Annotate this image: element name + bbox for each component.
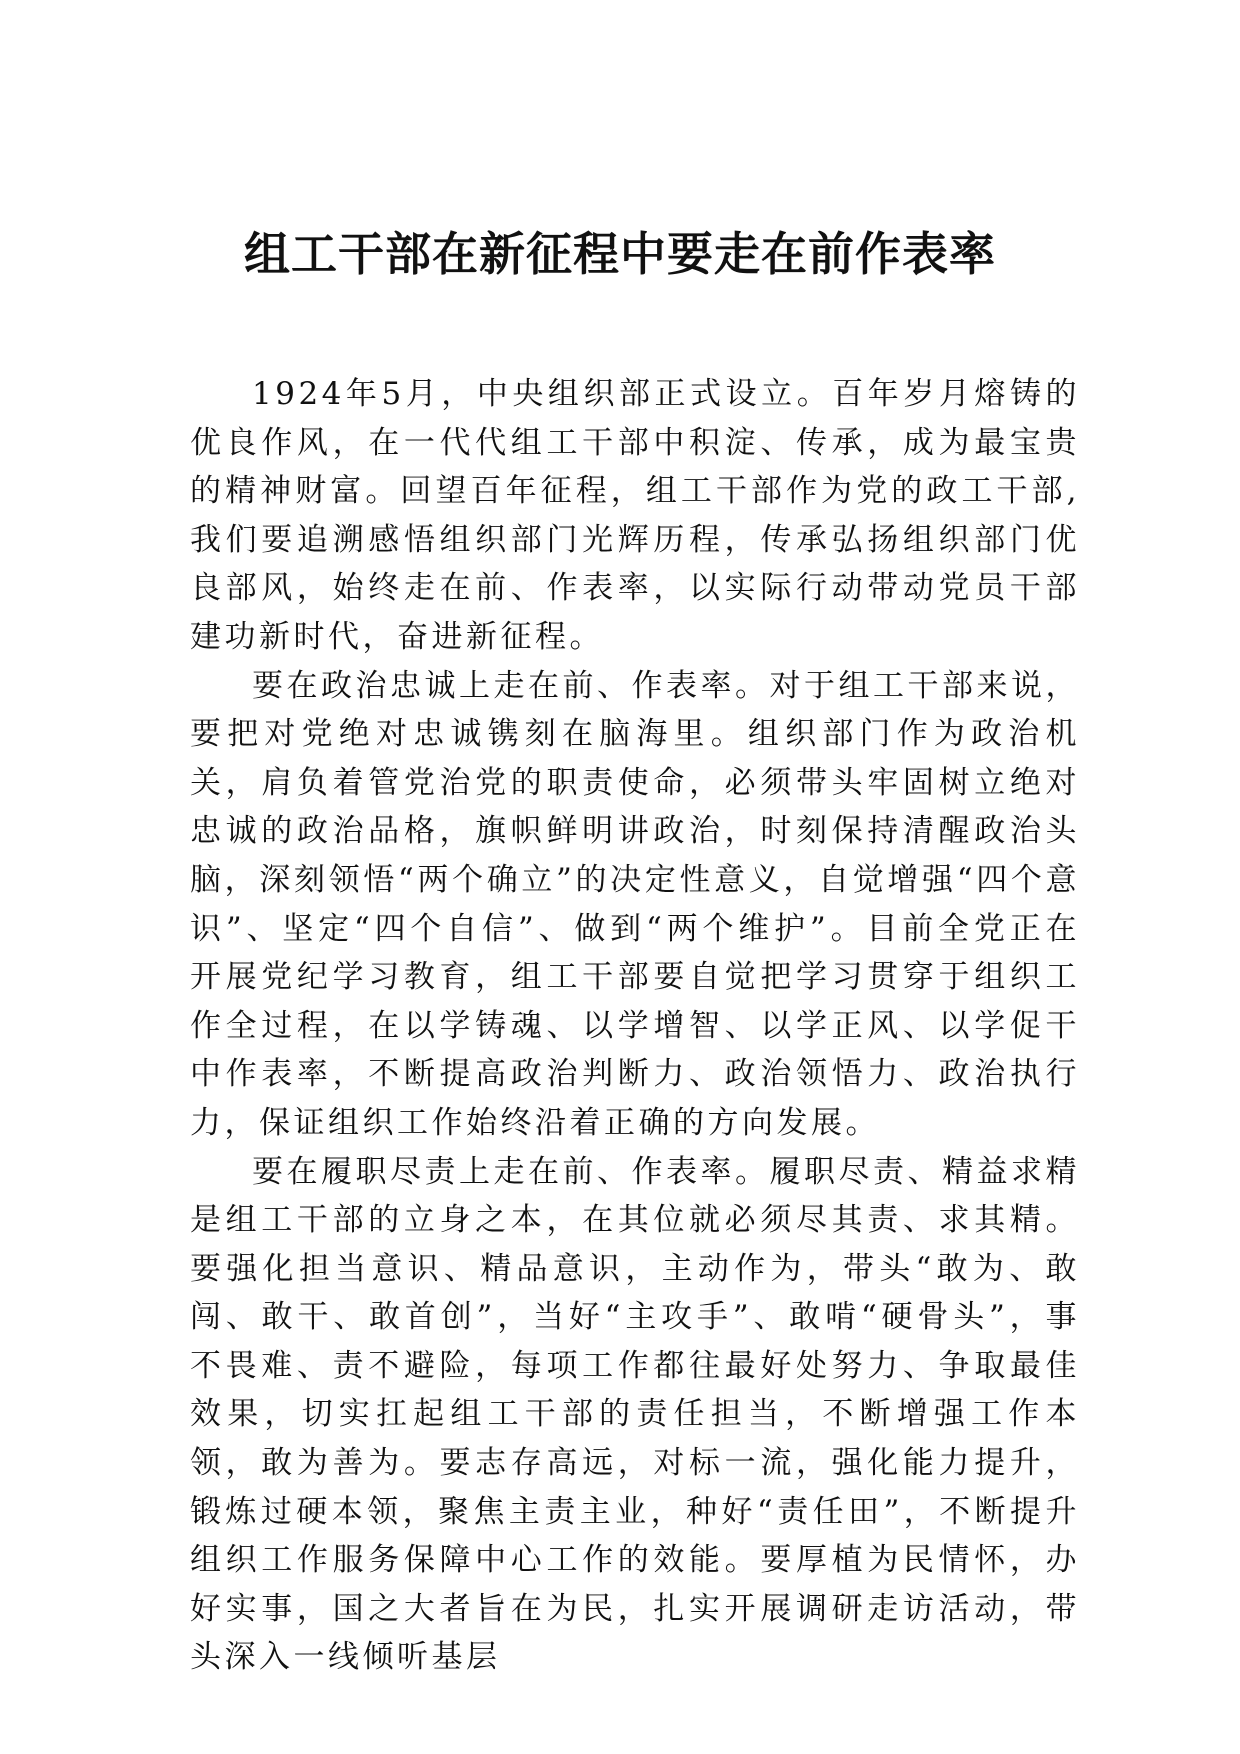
paragraph-1: 1924年5月，中央组织部正式设立。百年岁月熔铸的优良作风，在一代代组工干部中积淀、传承，成为最宝贵的精神财富。回望百年征程，组工干部作为党的政工干部,我们要追溯感悟组织部门光辉历程，传承弘扬组织部门优良部风，始终走在前、作表率，以实际行动带动党员干部建功新时代，奋进新征程。	[190, 376, 1080, 655]
document-title: 组工干部在新征程中要走在前作表率	[244, 227, 996, 281]
paragraph-3: 要在履职尽责上走在前、作表率。履职尽责、精益求精是组工干部的立身之本，在其位就必须尽其责、求其精。要强化担当意识、精品意识，主动作为，带头“敢为、敢闯、敢干、敢首创”，当好“主攻手”、敢啃“硬骨头”，事不畏难、责不避险，每项工作都往最好处努力、争取最佳效果，切实扛起组工干部的责任担当，不断增强工作本领，敢为善为。要志存高远，对标一流，强化能力提升，锻炼过硬本领，聚焦主责主业，种好“责任田”，不断提升组织工作服务保障中心工作的效能。要厚植为民情怀，办好实事，国之大者旨在为民，扎实开展调研走访活动，带头深入一线倾听基层	[190, 1153, 1080, 1676]
paragraph-2: 要在政治忠诚上走在前、作表率。对于组工干部来说，要把对党绝对忠诚镌刻在脑海里。组织部门作为政治机关，肩负着管党治党的职责使命，必须带头牢固树立绝对忠诚的政治品格，旗帜鲜明讲政治，时刻保持清醒政治头脑，深刻领悟“两个确立”的决定性意义，自觉增强“四个意识”、坚定“四个自信”、做到“两个维护”。目前全党正在开展党纪学习教育，组工干部要自觉把学习贯穿于组织工作全过程，在以学铸魂、以学增智、以学正风、以学促干中作表率，不断提高政治判断力、政治领悟力、政治执行力，保证组织工作始终沿着正确的方向发展。	[190, 667, 1080, 1141]
document-body	[190, 370, 1080, 1682]
